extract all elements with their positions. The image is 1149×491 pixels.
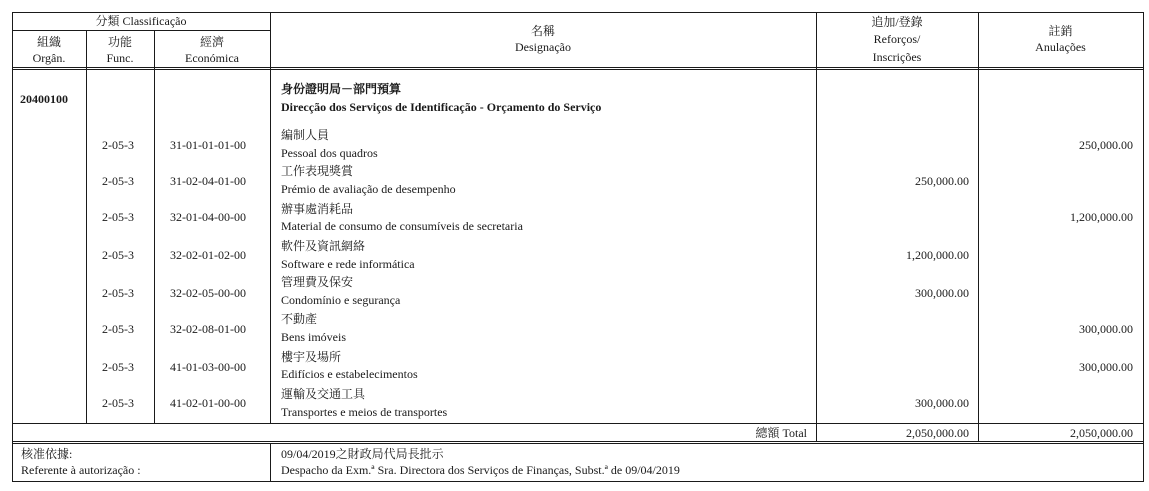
reinforce-header-pt1: Reforços/ [873, 32, 921, 46]
row-6-cancel: 300,000.00 [1079, 322, 1133, 336]
row-3-func: 2-05-3 [102, 210, 134, 224]
body-bottom-border [12, 423, 1144, 424]
authorization-label-zh: 核准依據: [21, 447, 73, 461]
classification-header: 分類 Classificação [95, 14, 187, 28]
row-5-func: 2-05-3 [102, 286, 134, 300]
row-3-cancel: 1,200,000.00 [1070, 210, 1133, 224]
header-bottom-border-2 [12, 69, 1144, 70]
row-2-reinforce: 250,000.00 [915, 174, 969, 188]
reinforce-right-border [978, 12, 979, 442]
designation-header-pt: Designação [515, 40, 571, 54]
reinforce-header-pt2: Inscrições [872, 50, 922, 64]
row-8-func: 2-05-3 [102, 396, 134, 410]
section-title-zh: 身份證明局－部門預算 [281, 82, 402, 96]
reinforce-header-zh: 追加/登錄 [871, 15, 923, 29]
row-2-econ: 31-02-04-01-00 [170, 174, 246, 188]
footer-bottom-border [12, 481, 1144, 482]
row-1-func: 2-05-3 [102, 138, 134, 152]
row-1-econ: 31-01-01-01-00 [170, 138, 246, 152]
row-6-econ: 32-02-08-01-00 [170, 322, 246, 336]
row-4-reinforce: 1,200,000.00 [906, 248, 969, 262]
organ-code: 20400100 [20, 92, 68, 106]
row-5-econ: 32-02-05-00-00 [170, 286, 246, 300]
row-5-name-zh: 管理費及保安 [281, 275, 354, 289]
row-8-name-zh: 運輸及交通工具 [281, 387, 366, 401]
row-2-name-zh: 工作表現獎賞 [281, 164, 354, 178]
econ-header-zh: 經濟 [199, 35, 224, 49]
row-4-econ: 32-02-01-02-00 [170, 248, 246, 262]
row-6-name-pt: Bens imóveis [281, 330, 346, 344]
row-6-name-zh: 不動產 [281, 312, 318, 326]
row-8-name-pt: Transportes e meios de transportes [281, 405, 448, 419]
footer-label-divider [270, 443, 271, 482]
row-7-func: 2-05-3 [102, 360, 134, 374]
authorization-value-pt: Despacho da Exm.ª Sra. Directora dos Serviços de Finanças, Subst.ª de 09/04/2019 [281, 463, 680, 477]
row-3-name-pt: Material de consumo de consumíveis de secretaria [281, 219, 523, 233]
section-title-pt: Direcção dos Serviços de Identificação - Orçamento do Serviço [281, 100, 602, 114]
total-cancel: 2,050,000.00 [1070, 426, 1133, 440]
cancel-header-pt: Anulações [1035, 40, 1086, 54]
table-top-border [12, 12, 1144, 13]
row-8-reinforce: 300,000.00 [915, 396, 969, 410]
row-5-reinforce: 300,000.00 [915, 286, 969, 300]
designation-header-zh: 名稱 [530, 24, 555, 38]
func-header-pt: Func. [106, 51, 134, 65]
row-1-name-zh: 編制人員 [281, 128, 330, 142]
organ-header-pt: Orgân. [32, 51, 66, 65]
row-2-func: 2-05-3 [102, 174, 134, 188]
row-7-name-pt: Edifícios e estabelecimentos [281, 367, 418, 381]
table-left-border [12, 12, 13, 482]
row-4-name-zh: 軟件及資訊網絡 [281, 239, 366, 253]
total-bottom-border [12, 441, 1144, 442]
cancel-header-zh: 註銷 [1048, 24, 1073, 38]
header-bottom-border [12, 67, 1144, 68]
authorization-label-pt: Referente à autorização : [21, 463, 141, 477]
classification-divider [12, 30, 270, 31]
row-3-name-zh: 辦事處消耗品 [281, 202, 354, 216]
row-7-name-zh: 樓宇及場所 [281, 350, 342, 364]
row-4-name-pt: Software e rede informática [281, 257, 415, 271]
table-right-border [1143, 12, 1144, 482]
row-3-econ: 32-01-04-00-00 [170, 210, 246, 224]
organ-header-zh: 組織 [36, 35, 61, 49]
total-bottom-border-2 [12, 443, 1144, 444]
row-4-func: 2-05-3 [102, 248, 134, 262]
econ-header-pt: Económica [185, 51, 239, 65]
row-7-econ: 41-01-03-00-00 [170, 360, 246, 374]
row-8-econ: 41-02-01-00-00 [170, 396, 246, 410]
total-reinforce: 2,050,000.00 [906, 426, 969, 440]
row-1-name-pt: Pessoal dos quadros [281, 146, 378, 160]
func-header-zh: 功能 [107, 35, 132, 49]
classification-right-border [270, 12, 271, 424]
row-7-cancel: 300,000.00 [1079, 360, 1133, 374]
designation-right-border [816, 12, 817, 442]
total-label: 總額 Total [755, 426, 807, 440]
row-1-cancel: 250,000.00 [1079, 138, 1133, 152]
row-2-name-pt: Prémio de avaliação de desempenho [281, 182, 456, 196]
func-econ-divider [154, 30, 155, 424]
row-5-name-pt: Condomínio e segurança [281, 293, 401, 307]
row-6-func: 2-05-3 [102, 322, 134, 336]
authorization-value-zh: 09/04/2019之財政局代局長批示 [281, 447, 444, 461]
organ-func-divider [86, 30, 87, 424]
